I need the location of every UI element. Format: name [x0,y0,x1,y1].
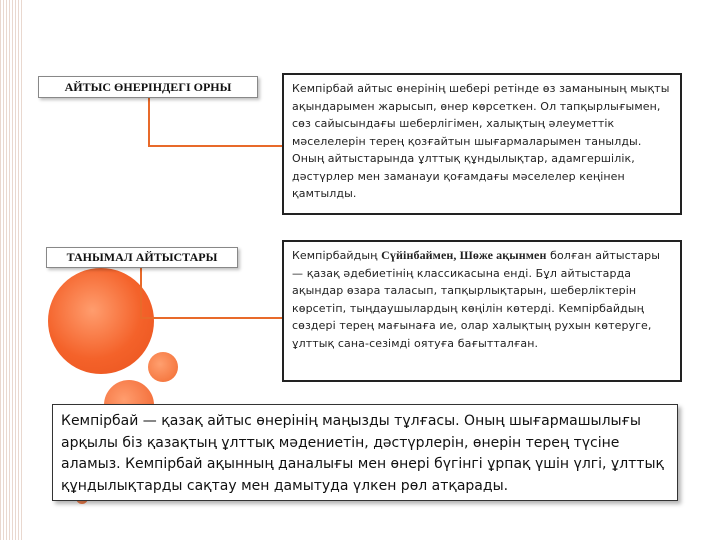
famous-text-suffix: болған айтыстары — қазақ әдебиетінің классикасына енді. Бұл айтыстарда ақындар өзара таласып, тапқырлықтарын, шеберліктерін көрсетіп, тыңдаушылардың көңілін көтерді. Кемпірбайдың сөздері терең мағынаға ие, олар халықтың рухын көтеруге, ұлттық сана-сезімді оятуға бағытталған. [292,249,660,350]
decorative-stripe [0,0,22,540]
decorative-circle-medium [148,352,178,382]
summary-box [52,404,678,501]
section-label-famous [46,247,238,268]
summary-text: Кемпірбай — қазақ айтыс өнерінің маңызды тұлғасы. Оның шығармашылығы арқылы біз қазақтың ұлттық мәдениетін, дәстүрлерін, өнерін терең түсіне аламыз. Кемпірбай ақынның даналығы мен өнері бүгінгі ұрпақ үшін үлгі, ұлттық құндылықтарды сақтау мен дамытуда үлкен рөл атқарады. [61,413,664,494]
famous-description-box [282,240,682,382]
section-label-famous-text: ТАНЫМАЛ АЙТЫСТАРЫ [66,250,218,264]
connector-line [148,145,282,147]
famous-text-prefix: Кемпірбайдың [292,249,382,262]
connector-line [148,96,150,146]
role-description-box [282,73,682,215]
famous-text-bold: Сүйінбаймен, Шөже ақынмен [381,248,547,262]
section-label-role [38,76,258,98]
connector-line [140,317,282,319]
decorative-circle-large [48,268,154,374]
section-label-role-text: АЙТЫС ӨНЕРІНДЕГІ ОРНЫ [64,79,232,94]
connector-line [140,266,142,318]
role-description-text: Кемпірбай айтыс өнерінің шебері ретінде өз заманының мықты ақындарымен жарысып, өнер көрсеткен. Ол тапқырлығымен, сөз сайысындағы шеберлігімен, халықтың әлеуметтік мәселелерін терең қозғайтын шығармаларымен танылды. Оның айтыстарында ұлттық құндылықтар, адамгершілік, дәстүрлер мен заманауи қоғамдағы мәселелер кеңінен қамтылды. [292,82,670,200]
